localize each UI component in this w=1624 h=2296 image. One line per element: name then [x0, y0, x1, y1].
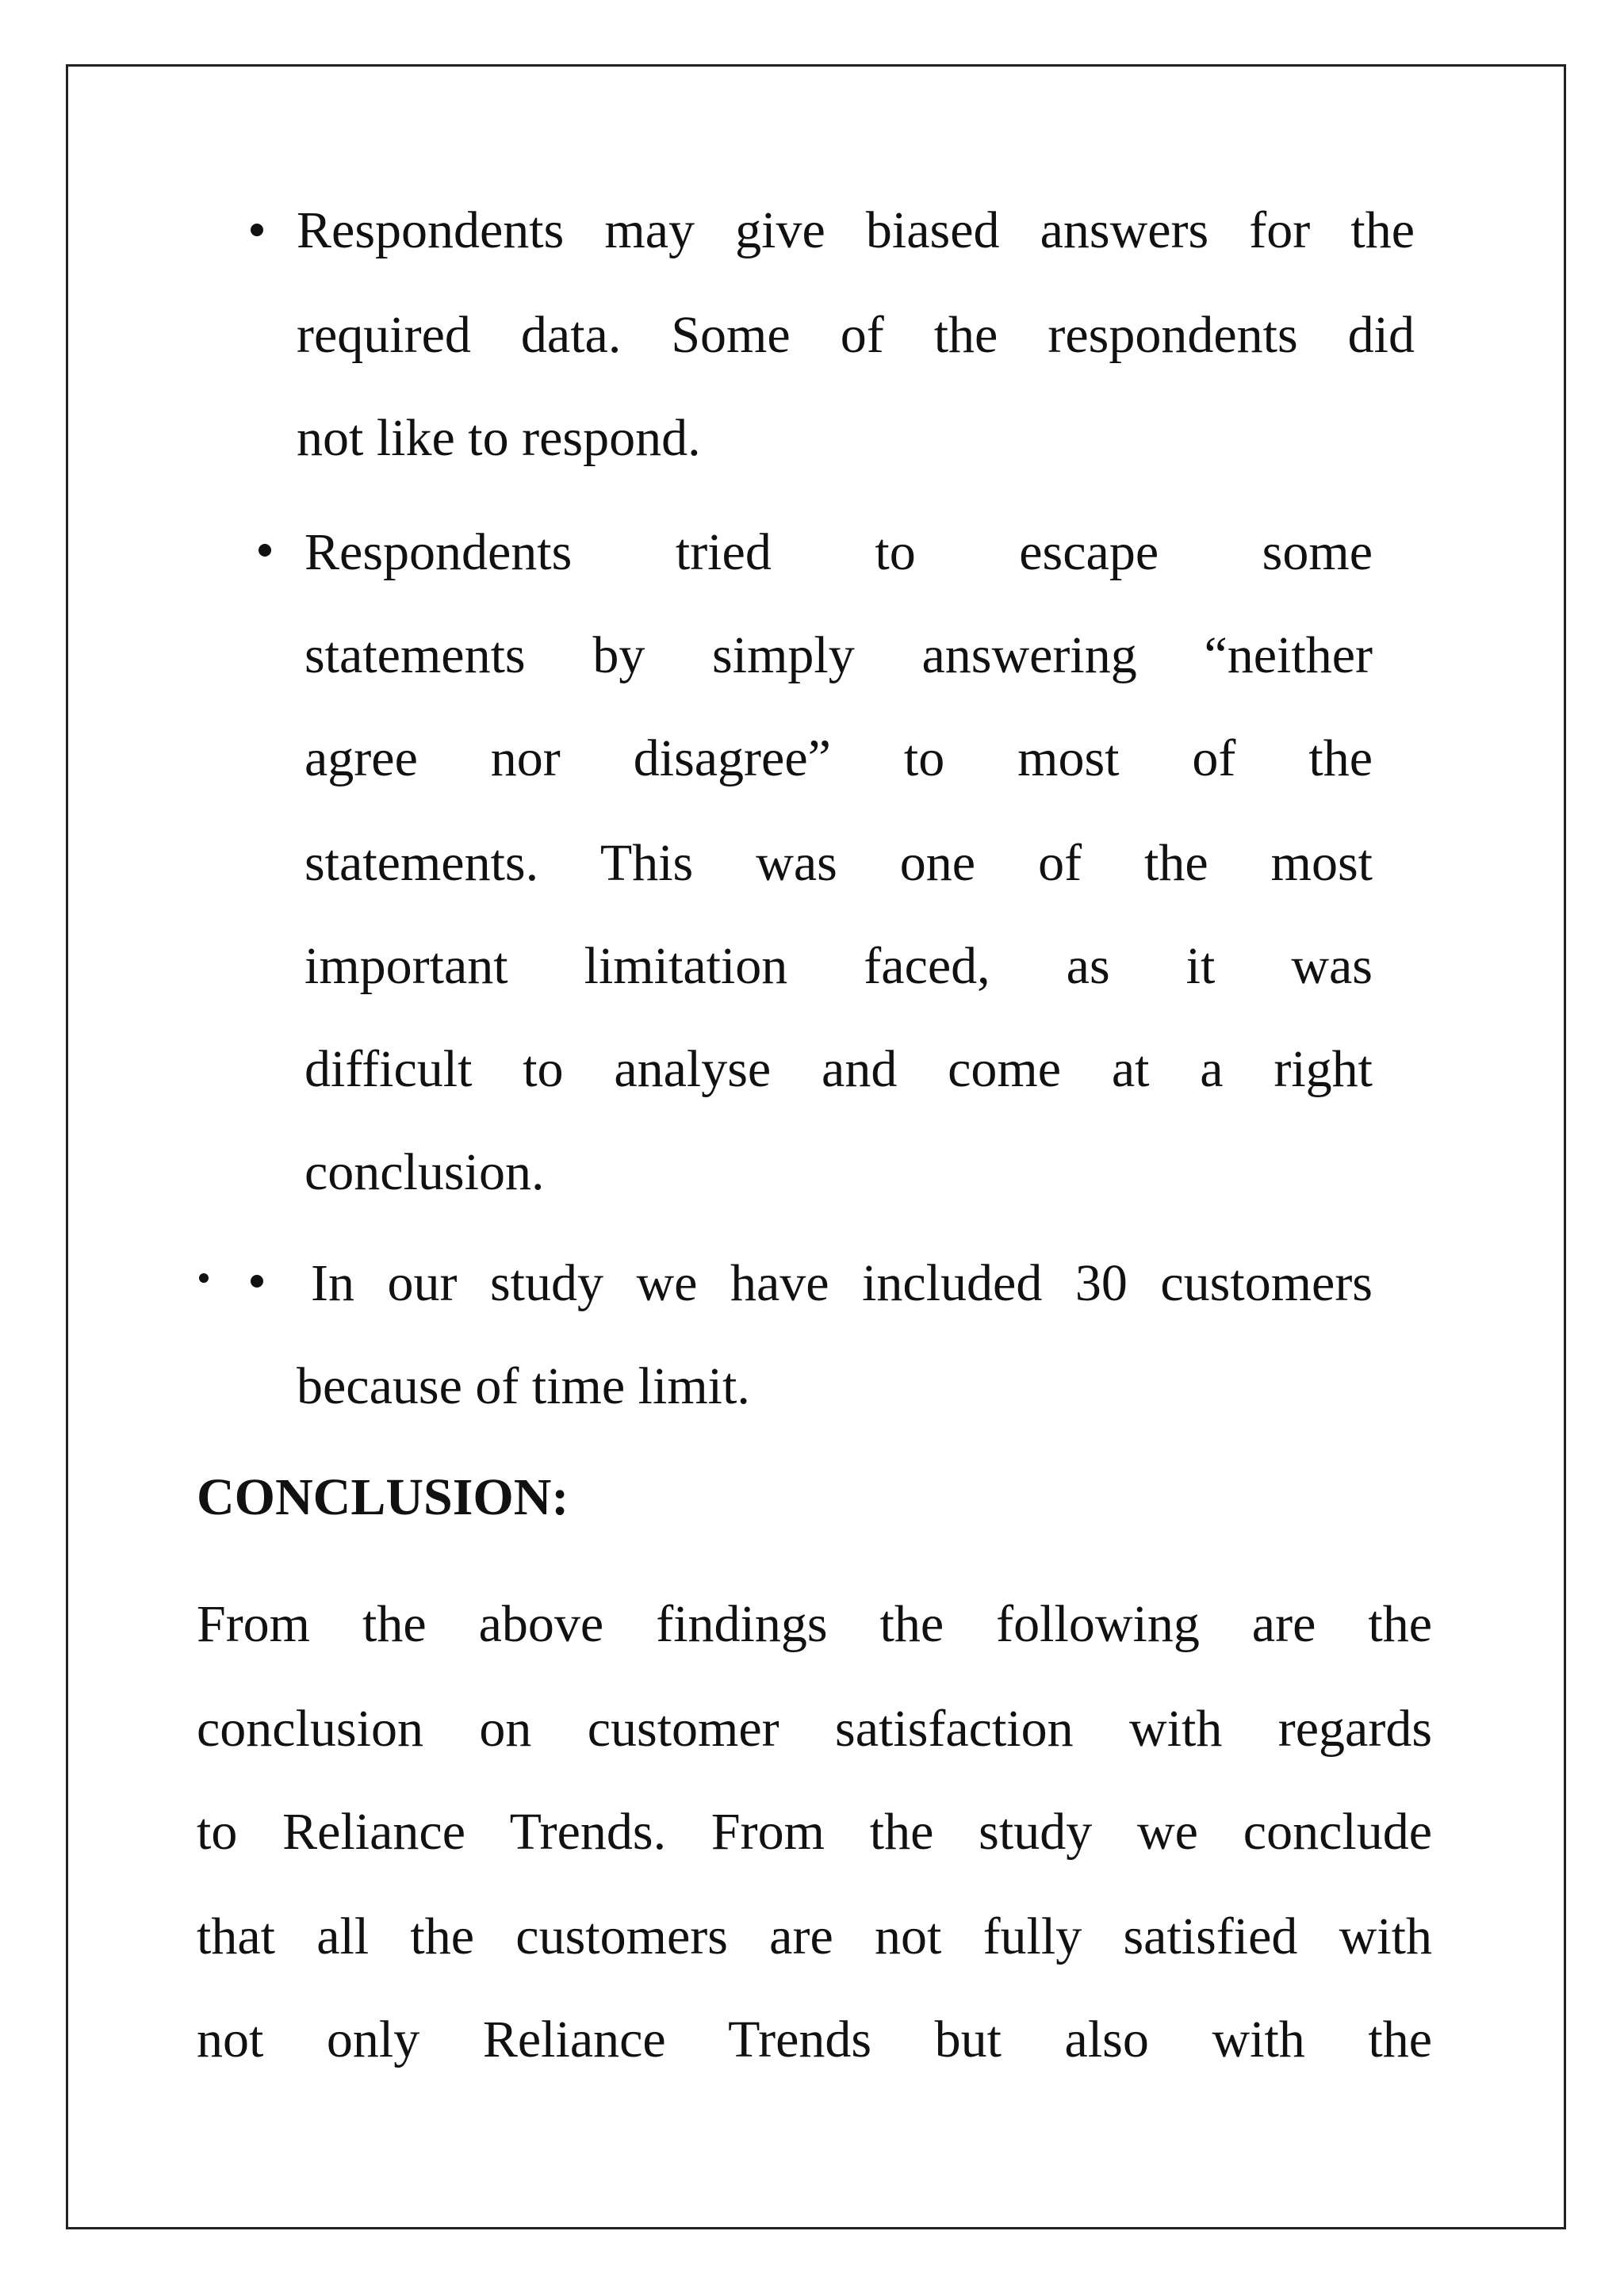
- bullet-icon: [251, 224, 263, 236]
- paragraph-line: conclusion on customer satisfaction with regards: [197, 1700, 1432, 1758]
- paragraph-line: not only Reliance Trends but also with the: [197, 2011, 1432, 2068]
- paragraph-line: to Reliance Trends. From the study we conclude: [197, 1803, 1432, 1861]
- list-item-line: statements. This was one of the most: [304, 834, 1373, 892]
- list-item-line: not like to respond.: [297, 409, 701, 467]
- list-item-line: conclusion.: [304, 1143, 545, 1201]
- list-item-line: difficult to analyse and come at a right: [304, 1040, 1373, 1098]
- list-item-line: In our study we have included 30 customers: [311, 1254, 1373, 1312]
- list-item-line: agree nor disagree” to most of the: [304, 729, 1373, 787]
- paragraph-line: that all the customers are not fully satisfied with: [197, 1908, 1432, 1965]
- list-item-line: required data. Some of the respondents did: [297, 306, 1415, 364]
- list-item-line: statements by simply answering “neither: [304, 626, 1373, 684]
- list-item-line: because of time limit.: [297, 1357, 750, 1415]
- list-item-line: Respondents may give biased answers for the: [297, 201, 1415, 259]
- paragraph-line: From the above findings the following are the: [197, 1595, 1432, 1653]
- bullet-icon: [199, 1273, 209, 1283]
- section-heading: CONCLUSION:: [197, 1468, 569, 1526]
- bullet-icon: [251, 1275, 263, 1288]
- bullet-icon: [259, 544, 271, 557]
- list-item-line: important limitation faced, as it was: [304, 937, 1373, 995]
- list-item-line: Respondents tried to escape some: [304, 523, 1373, 581]
